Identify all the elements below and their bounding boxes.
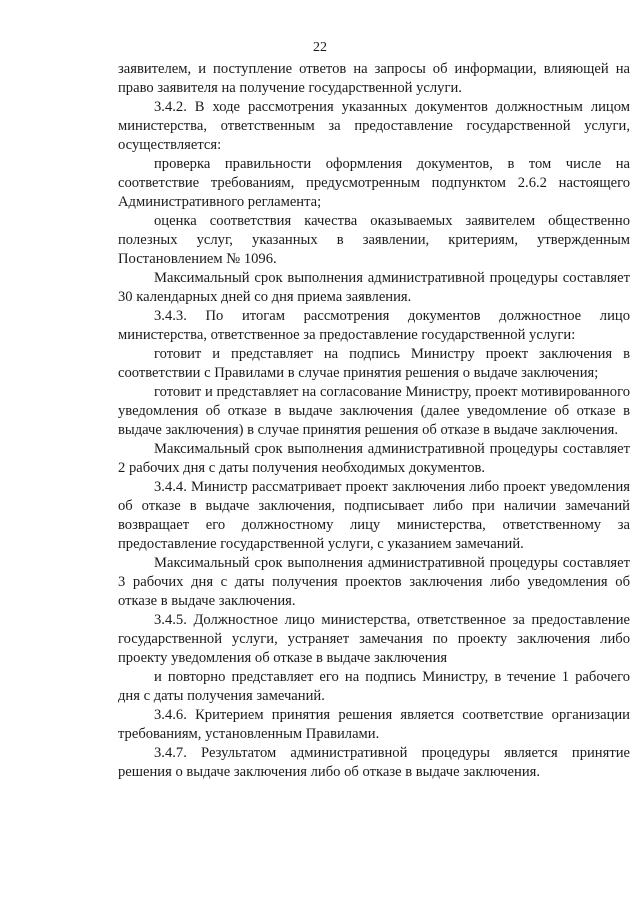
- paragraph-3-4-4: 3.4.4. Министр рассматривает проект заключения либо проект уведомления об отказе в выдаче заключения, подписывает либо при наличии замечаний возвращает его должностному лицу министерства, ответственному за предоставление государственной услуги, с указанием замечаний.: [118, 479, 630, 552]
- paragraph-3-4-6: 3.4.6. Критерием принятия решения является соответствие организации требованиям, установленным Правилами.: [118, 707, 630, 742]
- document-body: [118, 60, 630, 782]
- paragraph-max-term-2-days: Максимальный срок выполнения административной процедуры составляет 2 рабочих дня с даты получения необходимых документов.: [118, 441, 630, 476]
- paragraph-3-4-7: 3.4.7. Результатом административной процедуры является принятие решения о выдаче заключения либо об отказе в выдаче заключения.: [118, 745, 630, 780]
- paragraph-continuation: заявителем, и поступление ответов на запросы об информации, влияющей на право заявителя на получение государственной услуги.: [118, 61, 630, 96]
- paragraph-3-4-3: 3.4.3. По итогам рассмотрения документов должностное лицо министерства, ответственное за предоставление государственной услуги:: [118, 308, 630, 343]
- paragraph-max-term-3-days: Максимальный срок выполнения административной процедуры составляет 3 рабочих дня с даты получения проектов заключения либо уведомления об отказе в выдаче заключения.: [118, 555, 630, 609]
- paragraph-prepare-refusal: готовит и представляет на согласование Министру, проект мотивированного уведомления об отказе в выдаче заключения (далее уведомление об отказе в выдаче заключения) в случае принятия решения об отказе в выдаче заключения.: [118, 384, 630, 438]
- paragraph-quality-assessment: оценка соответствия качества оказываемых заявителем общественно полезных услуг, указанных в заявлении, критериям, утвержденным Постановлением № 1096.: [118, 213, 630, 267]
- page-number: 22: [313, 40, 327, 55]
- paragraph-3-4-5: 3.4.5. Должностное лицо министерства, ответственное за предоставление государственной услуги, устраняет замечания по проекту заключения либо проекту уведомления об отказе в выдаче заключения: [118, 612, 630, 666]
- paragraph-3-4-2: 3.4.2. В ходе рассмотрения указанных документов должностным лицом министерства, ответственным за предоставление государственной услуги, осуществляется:: [118, 99, 630, 153]
- paragraph-document-check: проверка правильности оформления документов, в том числе на соответствие требованиям, предусмотренным подпунктом 2.6.2 настоящего Административного регламента;: [118, 156, 630, 210]
- paragraph-resubmit: и повторно представляет его на подпись Министру, в течение 1 рабочего дня с даты получения замечаний.: [118, 669, 630, 704]
- paragraph-prepare-conclusion: готовит и представляет на подпись Министру проект заключения в соответствии с Правилами в случае принятия решения о выдаче заключения;: [118, 346, 630, 381]
- paragraph-max-term-30-days: Максимальный срок выполнения административной процедуры составляет 30 календарных дней со дня приема заявления.: [118, 270, 630, 305]
